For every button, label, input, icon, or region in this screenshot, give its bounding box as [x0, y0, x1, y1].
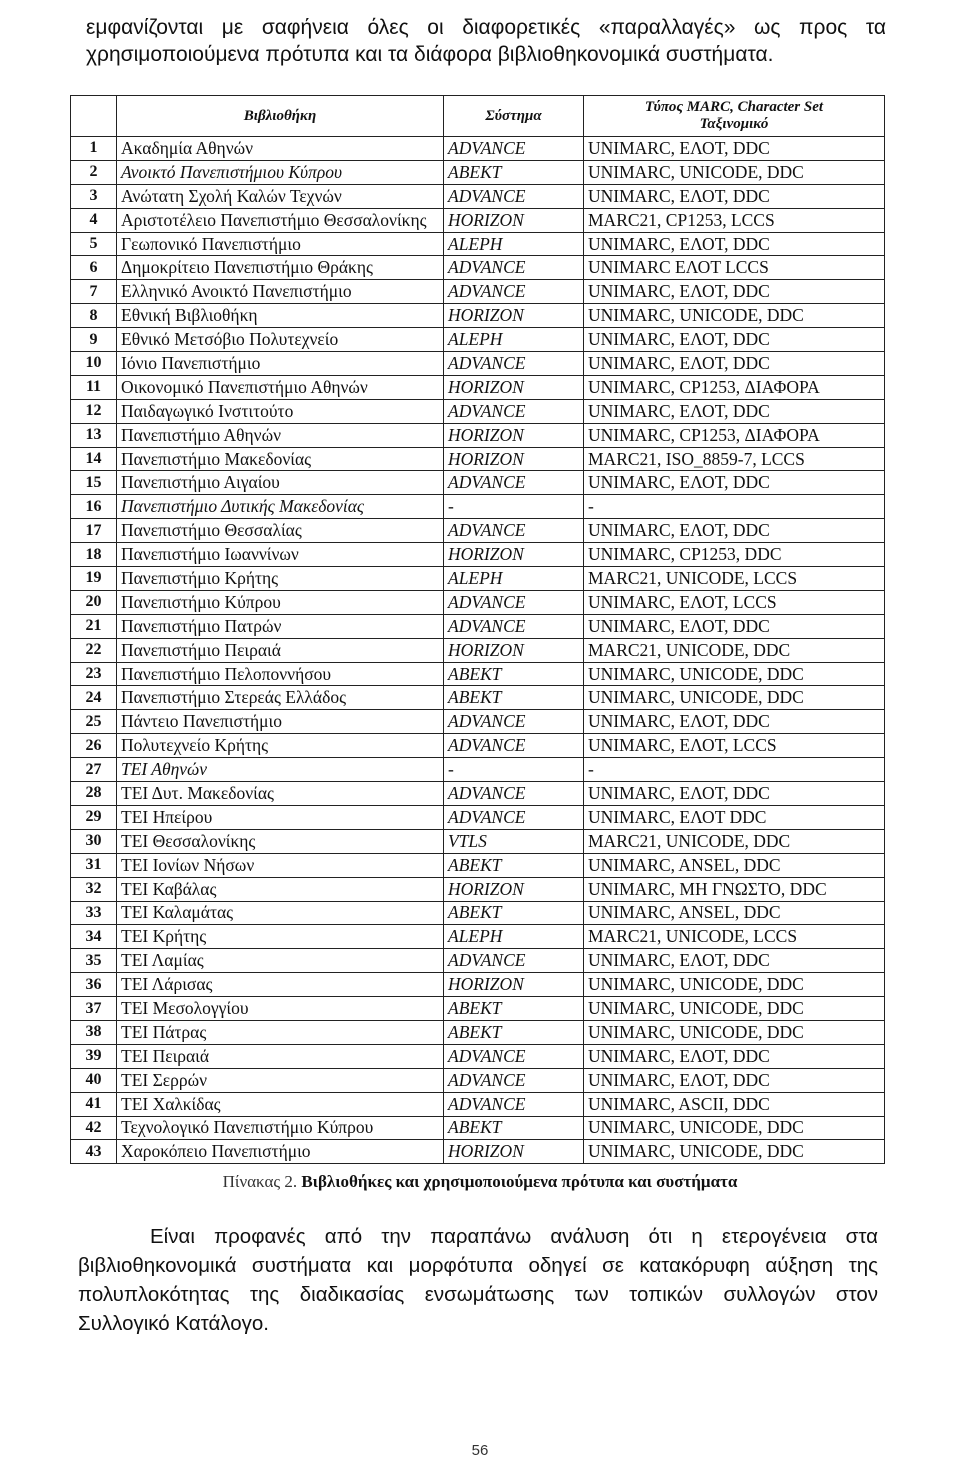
- row-marc: UNIMARC, ANSEL, DDC: [584, 853, 885, 877]
- row-marc: MARC21, UNICODE, DDC: [584, 829, 885, 853]
- table-row: [71, 638, 885, 662]
- row-marc: UNIMARC, ΕΛΟΤ, DDC: [584, 352, 885, 376]
- row-library: Οικονομικό Πανεπιστήμιο Αθηνών: [117, 375, 444, 399]
- row-system: ADVANCE: [444, 710, 584, 734]
- row-library: Πανεπιστήμιο Πελοποννήσου: [117, 662, 444, 686]
- row-marc: MARC21, ISO_8859-7, LCCS: [584, 447, 885, 471]
- row-library: Ιόνιο Πανεπιστήμιο: [117, 352, 444, 376]
- row-marc: UNIMARC, ΕΛΟΤ, DDC: [584, 399, 885, 423]
- row-library: Πανεπιστήμιο Πειραιά: [117, 638, 444, 662]
- row-number: 18: [71, 543, 117, 567]
- row-marc: UNIMARC, ΕΛΟΤ, DDC: [584, 232, 885, 256]
- page-number: 56: [471, 1442, 489, 1459]
- table-row: [71, 567, 885, 591]
- table-row: [71, 710, 885, 734]
- row-number: 1: [71, 137, 117, 161]
- row-library: ΤΕΙ Σερρών: [117, 1068, 444, 1092]
- table-row: [71, 758, 885, 782]
- row-marc: UNIMARC, ΕΛΟΤ, DDC: [584, 614, 885, 638]
- row-library: Πανεπιστήμιο Θεσσαλίας: [117, 519, 444, 543]
- row-system: ADVANCE: [444, 949, 584, 973]
- table-row: [71, 997, 885, 1021]
- row-system: ABEKT: [444, 853, 584, 877]
- row-library: Ελληνικό Ανοικτό Πανεπιστήμιο: [117, 280, 444, 304]
- row-marc: UNIMARC, UNICODE, DDC: [584, 997, 885, 1021]
- row-marc: UNIMARC, CP1253, DDC: [584, 543, 885, 567]
- row-marc: UNIMARC, ΕΛΟΤ, LCCS: [584, 590, 885, 614]
- row-marc: UNIMARC, UNICODE, DDC: [584, 973, 885, 997]
- row-system: HORIZON: [444, 304, 584, 328]
- row-system: ABEKT: [444, 686, 584, 710]
- row-system: HORIZON: [444, 447, 584, 471]
- row-number: 20: [71, 590, 117, 614]
- row-number: 15: [71, 471, 117, 495]
- row-number: 23: [71, 662, 117, 686]
- row-number: 10: [71, 352, 117, 376]
- row-marc: UNIMARC, ΕΛΟΤ, DDC: [584, 782, 885, 806]
- row-system: HORIZON: [444, 423, 584, 447]
- table-row: [71, 590, 885, 614]
- table-row: [71, 495, 885, 519]
- row-number: 29: [71, 805, 117, 829]
- row-number: 25: [71, 710, 117, 734]
- table-row: [71, 614, 885, 638]
- row-number: 42: [71, 1116, 117, 1140]
- table-row: [71, 232, 885, 256]
- row-library: ΤΕΙ Καβάλας: [117, 877, 444, 901]
- row-library: Πανεπιστήμιο Στερεάς Ελλάδος: [117, 686, 444, 710]
- table-row: [71, 399, 885, 423]
- row-library: Ανοικτό Πανεπιστήμιου Κύπρου: [117, 160, 444, 184]
- table-row: [71, 949, 885, 973]
- row-library: ΤΕΙ Πάτρας: [117, 1020, 444, 1044]
- row-marc: UNIMARC, ΕΛΟΤ, DDC: [584, 519, 885, 543]
- row-system: ABEKT: [444, 160, 584, 184]
- row-library: Εθνική Βιβλιοθήκη: [117, 304, 444, 328]
- row-system: ABEKT: [444, 662, 584, 686]
- row-library: Πανεπιστήμιο Κύπρου: [117, 590, 444, 614]
- row-number: 8: [71, 304, 117, 328]
- row-system: ADVANCE: [444, 590, 584, 614]
- conclusion-line-4: Συλλογικό Κατάλογο.: [78, 1312, 269, 1335]
- row-library: ΤΕΙ Χαλκίδας: [117, 1092, 444, 1116]
- row-number: 12: [71, 399, 117, 423]
- row-number: 34: [71, 925, 117, 949]
- header-marc-line-2: Ταξινομικό: [699, 116, 769, 132]
- row-marc: -: [584, 495, 885, 519]
- row-library: Ανώτατη Σχολή Καλών Τεχνών: [117, 184, 444, 208]
- row-marc: UNIMARC, ΕΛΟΤ, DDC: [584, 328, 885, 352]
- row-marc: UNIMARC, ΜΗ ΓΝΩΣΤΟ, DDC: [584, 877, 885, 901]
- row-library: Πανεπιστήμιο Αιγαίου: [117, 471, 444, 495]
- row-system: ADVANCE: [444, 519, 584, 543]
- row-library: Πανεπιστήμιο Ιωαννίνων: [117, 543, 444, 567]
- row-system: ADVANCE: [444, 1044, 584, 1068]
- row-library: Δημοκρίτειο Πανεπιστήμιο Θράκης: [117, 256, 444, 280]
- table-row: [71, 304, 885, 328]
- header-library: Βιβλιοθήκη: [117, 96, 444, 137]
- row-number: 32: [71, 877, 117, 901]
- row-number: 28: [71, 782, 117, 806]
- row-system: ALEPH: [444, 567, 584, 591]
- row-number: 43: [71, 1140, 117, 1164]
- row-system: HORIZON: [444, 375, 584, 399]
- row-number: 7: [71, 280, 117, 304]
- row-system: HORIZON: [444, 1140, 584, 1164]
- table-row: [71, 352, 885, 376]
- table-row: [71, 137, 885, 161]
- row-marc: UNIMARC, CP1253, ΔΙΑΦΟΡΑ: [584, 423, 885, 447]
- row-marc: UNIMARC, UNICODE, DDC: [584, 662, 885, 686]
- row-library: Πάντειο Πανεπιστήμιο: [117, 710, 444, 734]
- row-system: -: [444, 495, 584, 519]
- row-number: 6: [71, 256, 117, 280]
- table-header-row: [71, 96, 885, 137]
- row-number: 22: [71, 638, 117, 662]
- row-system: HORIZON: [444, 208, 584, 232]
- row-number: 11: [71, 375, 117, 399]
- row-library: Αριστοτέλειο Πανεπιστήμιο Θεσσαλονίκης: [117, 208, 444, 232]
- conclusion-line-2: βιβλιοθηκονομικά συστήματα και μορφότυπα οδηγεί σε κατακόρυφη αύξηση της: [78, 1254, 878, 1277]
- row-marc: UNIMARC, ΕΛΟΤ, DDC: [584, 1044, 885, 1068]
- row-marc: UNIMARC, UNICODE, DDC: [584, 160, 885, 184]
- row-library: ΤΕΙ Λάρισας: [117, 973, 444, 997]
- row-number: 39: [71, 1044, 117, 1068]
- conclusion-paragraph: [78, 1222, 878, 1338]
- row-marc: UNIMARC, ΕΛΟΤ, LCCS: [584, 734, 885, 758]
- row-marc: UNIMARC, UNICODE, DDC: [584, 304, 885, 328]
- conclusion-line-3: πολυπλοκότητας της διαδικασίας ενσωμάτωσης των τοπικών συλλογών στον: [78, 1283, 878, 1306]
- row-system: ADVANCE: [444, 352, 584, 376]
- table-row: [71, 901, 885, 925]
- row-system: HORIZON: [444, 877, 584, 901]
- table-row: [71, 782, 885, 806]
- table-row: [71, 184, 885, 208]
- header-number: [71, 96, 117, 137]
- row-number: 36: [71, 973, 117, 997]
- row-marc: UNIMARC, ΕΛΟΤ, DDC: [584, 137, 885, 161]
- row-library: Πολυτεχνείο Κρήτης: [117, 734, 444, 758]
- row-system: ADVANCE: [444, 137, 584, 161]
- table-row: [71, 734, 885, 758]
- table-row: [71, 662, 885, 686]
- table-row: [71, 1044, 885, 1068]
- row-marc: MARC21, UNICODE, LCCS: [584, 567, 885, 591]
- row-system: ABEKT: [444, 1116, 584, 1140]
- table-row: [71, 1020, 885, 1044]
- row-library: Παιδαγωγικό Ινστιτούτο: [117, 399, 444, 423]
- row-number: 14: [71, 447, 117, 471]
- row-library: ΤΕΙ Καλαμάτας: [117, 901, 444, 925]
- row-marc: MARC21, UNICODE, LCCS: [584, 925, 885, 949]
- row-system: ADVANCE: [444, 280, 584, 304]
- libraries-table: [70, 95, 885, 1164]
- table-row: [71, 1116, 885, 1140]
- table-row: [71, 280, 885, 304]
- row-marc: UNIMARC, ANSEL, DDC: [584, 901, 885, 925]
- conclusion-line-1: Είναι προφανές από την παραπάνω ανάλυση ότι η ετερογένεια στα: [150, 1225, 878, 1248]
- row-library: ΤΕΙ Λαμίας: [117, 949, 444, 973]
- row-library: Γεωπονικό Πανεπιστήμιο: [117, 232, 444, 256]
- row-system: ADVANCE: [444, 614, 584, 638]
- table-row: [71, 877, 885, 901]
- row-system: ALEPH: [444, 232, 584, 256]
- row-library: Πανεπιστήμιο Κρήτης: [117, 567, 444, 591]
- row-library: ΤΕΙ Δυτ. Μακεδονίας: [117, 782, 444, 806]
- table-row: [71, 1092, 885, 1116]
- row-system: ADVANCE: [444, 256, 584, 280]
- row-system: ABEKT: [444, 1020, 584, 1044]
- row-system: HORIZON: [444, 543, 584, 567]
- row-system: ADVANCE: [444, 399, 584, 423]
- table-row: [71, 853, 885, 877]
- table-row: [71, 423, 885, 447]
- row-marc: UNIMARC, ΕΛΟΤ, DDC: [584, 710, 885, 734]
- table-row: [71, 973, 885, 997]
- row-library: ΤΕΙ Θεσσαλονίκης: [117, 829, 444, 853]
- row-marc: UNIMARC, UNICODE, DDC: [584, 686, 885, 710]
- table-row: [71, 160, 885, 184]
- table-row: [71, 829, 885, 853]
- row-library: Τεχνολογικό Πανεπιστήμιο Κύπρου: [117, 1116, 444, 1140]
- row-marc: MARC21, CP1253, LCCS: [584, 208, 885, 232]
- row-number: 9: [71, 328, 117, 352]
- row-system: HORIZON: [444, 973, 584, 997]
- row-number: 30: [71, 829, 117, 853]
- row-marc: UNIMARC ΕΛΟΤ LCCS: [584, 256, 885, 280]
- row-system: ALEPH: [444, 925, 584, 949]
- table-row: [71, 328, 885, 352]
- row-library: Πανεπιστήμιο Πατρών: [117, 614, 444, 638]
- table-row: [71, 256, 885, 280]
- table-row: [71, 1140, 885, 1164]
- row-marc: UNIMARC, ASCII, DDC: [584, 1092, 885, 1116]
- table-row: [71, 471, 885, 495]
- row-system: ADVANCE: [444, 782, 584, 806]
- intro-line-2: χρησιμοποιούμενα πρότυπα και τα διάφορα βιβλιοθηκονομικά συστήματα.: [86, 43, 774, 66]
- row-number: 19: [71, 567, 117, 591]
- row-system: ADVANCE: [444, 1068, 584, 1092]
- row-marc: UNIMARC, ΕΛΟΤ, DDC: [584, 184, 885, 208]
- table-row: [71, 208, 885, 232]
- table-row: [71, 925, 885, 949]
- row-number: 17: [71, 519, 117, 543]
- row-library: Εθνικό Μετσόβιο Πολυτεχνείο: [117, 328, 444, 352]
- intro-line-1: εμφανίζονται με σαφήνεια όλες οι διαφορετικές «παραλλαγές» ως προς τα: [86, 16, 886, 39]
- row-number: 37: [71, 997, 117, 1021]
- row-number: 24: [71, 686, 117, 710]
- row-library: ΤΕΙ Μεσολογγίου: [117, 997, 444, 1021]
- row-number: 33: [71, 901, 117, 925]
- header-system: Σύστημα: [444, 96, 584, 137]
- row-number: 41: [71, 1092, 117, 1116]
- row-marc: UNIMARC, UNICODE, DDC: [584, 1020, 885, 1044]
- row-system: ADVANCE: [444, 184, 584, 208]
- row-system: ABEKT: [444, 997, 584, 1021]
- row-system: -: [444, 758, 584, 782]
- row-marc: UNIMARC, ΕΛΟΤ, DDC: [584, 280, 885, 304]
- table-row: [71, 686, 885, 710]
- table-row: [71, 447, 885, 471]
- row-library: Χαροκόπειο Πανεπιστήμιο: [117, 1140, 444, 1164]
- row-system: ALEPH: [444, 328, 584, 352]
- row-number: 38: [71, 1020, 117, 1044]
- row-library: Πανεπιστήμιο Δυτικής Μακεδονίας: [117, 495, 444, 519]
- row-number: 35: [71, 949, 117, 973]
- row-number: 21: [71, 614, 117, 638]
- row-marc: UNIMARC, ΕΛΟΤ, DDC: [584, 471, 885, 495]
- row-library: ΤΕΙ Ιονίων Νήσων: [117, 853, 444, 877]
- row-system: VTLS: [444, 829, 584, 853]
- row-marc: UNIMARC, ΕΛΟΤ, DDC: [584, 1068, 885, 1092]
- row-system: ABEKT: [444, 901, 584, 925]
- row-number: 27: [71, 758, 117, 782]
- row-marc: UNIMARC, CP1253, ΔΙΑΦΟΡΑ: [584, 375, 885, 399]
- row-number: 40: [71, 1068, 117, 1092]
- caption-text: Βιβλιοθήκες και χρησιμοποιούμενα πρότυπα και συστήματα: [301, 1172, 738, 1191]
- row-library: ΤΕΙ Κρήτης: [117, 925, 444, 949]
- table-caption: [0, 1172, 960, 1192]
- row-system: ADVANCE: [444, 1092, 584, 1116]
- row-system: ADVANCE: [444, 471, 584, 495]
- row-number: 5: [71, 232, 117, 256]
- row-library: ΤΕΙ Αθηνών: [117, 758, 444, 782]
- row-marc: -: [584, 758, 885, 782]
- row-number: 13: [71, 423, 117, 447]
- row-marc: UNIMARC, UNICODE, DDC: [584, 1140, 885, 1164]
- row-number: 26: [71, 734, 117, 758]
- row-marc: UNIMARC, ΕΛΟΤ, DDC: [584, 949, 885, 973]
- header-marc: [584, 96, 885, 137]
- row-library: Πανεπιστήμιο Αθηνών: [117, 423, 444, 447]
- intro-paragraph: [86, 14, 886, 68]
- row-library: Πανεπιστήμιο Μακεδονίας: [117, 447, 444, 471]
- table-row: [71, 805, 885, 829]
- table-row: [71, 519, 885, 543]
- table-row: [71, 543, 885, 567]
- row-number: 16: [71, 495, 117, 519]
- row-marc: UNIMARC, UNICODE, DDC: [584, 1116, 885, 1140]
- row-marc: MARC21, UNICODE, DDC: [584, 638, 885, 662]
- row-system: ADVANCE: [444, 734, 584, 758]
- row-number: 31: [71, 853, 117, 877]
- row-number: 3: [71, 184, 117, 208]
- row-library: ΤΕΙ Πειραιά: [117, 1044, 444, 1068]
- row-library: Ακαδημία Αθηνών: [117, 137, 444, 161]
- header-marc-line-1: Τύπος MARC, Character Set: [644, 99, 824, 115]
- row-marc: UNIMARC, ΕΛΟΤ DDC: [584, 805, 885, 829]
- row-number: 4: [71, 208, 117, 232]
- table-row: [71, 375, 885, 399]
- row-system: ADVANCE: [444, 805, 584, 829]
- row-library: ΤΕΙ Ηπείρου: [117, 805, 444, 829]
- caption-label: Πίνακας 2.: [222, 1172, 298, 1191]
- row-system: HORIZON: [444, 638, 584, 662]
- table-row: [71, 1068, 885, 1092]
- row-number: 2: [71, 160, 117, 184]
